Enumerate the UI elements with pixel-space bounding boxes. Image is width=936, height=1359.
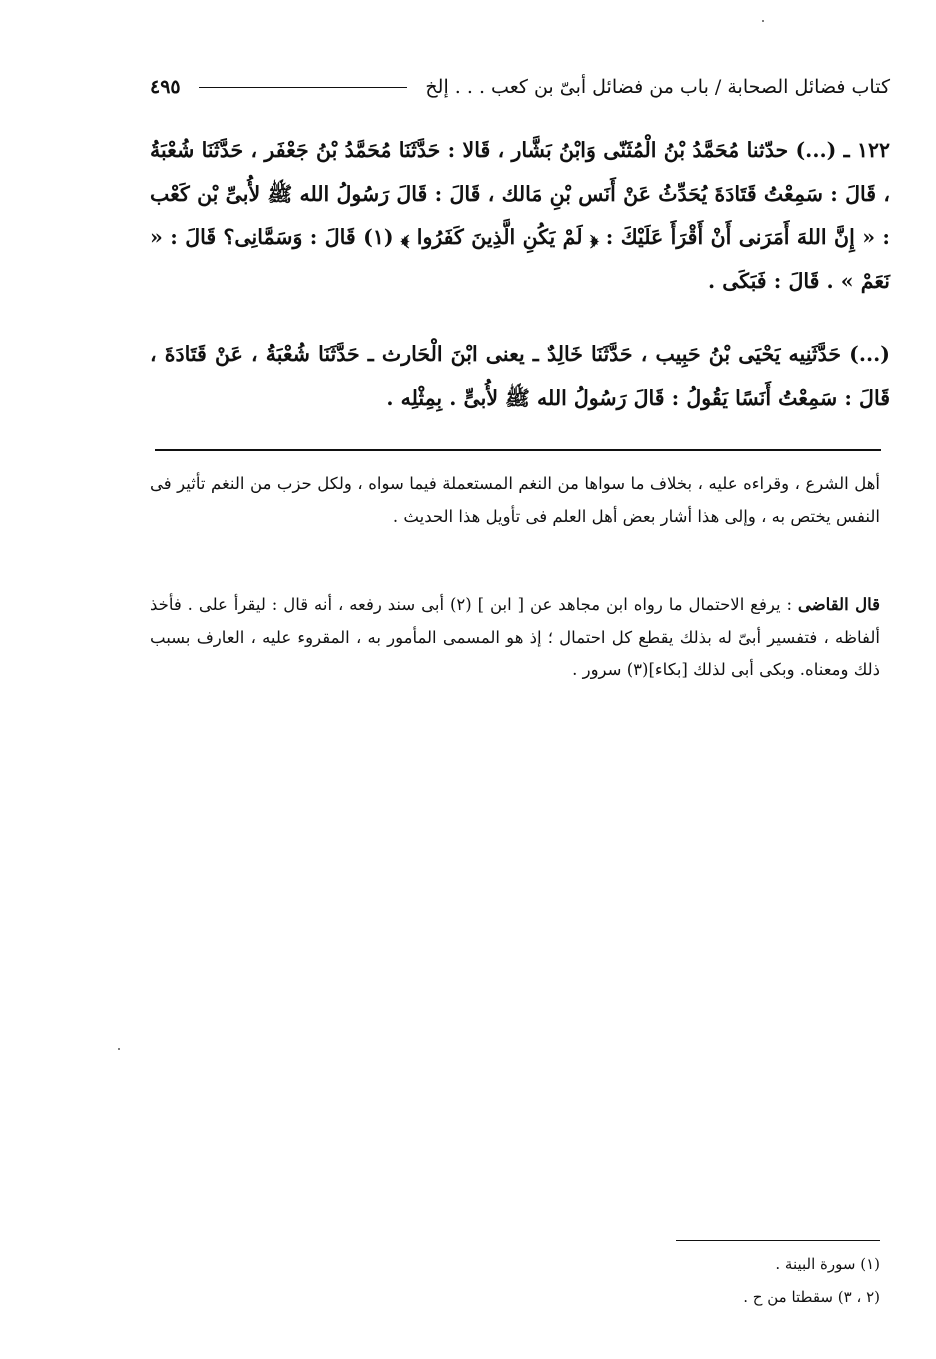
section-divider	[155, 449, 881, 451]
commentary-paragraph: أهل الشرع ، وقراءه عليه ، بخلاف ما سواها من النغم المستعملة فيما سواه ، ولكل حزب من النغم تأثير فى النفس يختص به ، وإلى هذا أشار بعض أهل العلم فى تأويل هذا الحديث .	[150, 474, 880, 526]
footnote-rule	[676, 1240, 880, 1241]
page-number: ٤٩٥	[150, 76, 181, 98]
hadith-paragraph: ١٢٢ ـ (...) حدّثنا مُحَمَّدُ بْنُ الْمُثَنّى وَابْنُ بَشَّار ، قَالا : حَدَّثَنَا مُحَمَّدُ بْنُ جَعْفَر ، حَدَّثَنَا شُعْبَةُ ، قَالَ : سَمِعْتُ قَتَادَةَ يُحَدِّثُ عَنْ أَنَس بْنِ مَالك ، قَالَ : قَالَ رَسُولُ الله ﷺ لأُبىِّ بْن كَعْب : « إِنَّ اللهَ أَمَرَنى أَنْ أَقْرَأَ عَلَيْكَ : ﴿ لَمْ يَكُنِ الَّذِينَ كَفَرُوا ﴾ (١) قَالَ : وَسَمَّانِى؟ قَالَ : « نَعَمْ » . قَالَ : فَبَكَى .	[150, 138, 890, 293]
footnote: (١) سورة البينة .	[775, 1255, 880, 1273]
commentary-text: : يرفع الاحتمال ما رواه ابن مجاهد عن [ ابن ] (٢) أبى سند رفعه ، أنه قال : ليقرأ على . فأخذ ألفاظه ، فتفسير أبىّ له بذلك يقطع كل احتمال ؛ إذ هو المسمى المأمور به ، المقروء عليه ، العارف بسبب ذلك ومعناه. وبكى أبى لذلك [بكاء](٣) سرور .	[150, 595, 880, 679]
commentary-paragraph	[150, 589, 880, 687]
hadith-paragraph: (...) حَدَّثَنِيه يَحْيَى بْنُ حَبِيب ، حَدَّثَنَا خَالِدٌ ـ يعنى ابْنَ الْحَارث ـ حَدَّثَنَا شُعْبَةُ ، عَنْ قَتَادَةَ ، قَالَ : سَمِعْتُ أَنَسًا يَقُولُ : قَالَ رَسُولُ الله ﷺ لأُبىٍّ . بِمِثْلِه .	[150, 342, 890, 410]
scan-speck	[118, 1048, 120, 1050]
header-rule	[199, 87, 408, 88]
running-header-title: كتاب فضائل الصحابة / باب من فضائل أبىّ بن كعب . . . إلخ	[425, 76, 890, 98]
footnote: (٢ ، ٣) سقطتا من ح .	[743, 1288, 880, 1306]
commentary-speaker: قال القاضى	[797, 595, 880, 614]
scan-speck	[762, 20, 764, 22]
running-header	[150, 70, 890, 104]
